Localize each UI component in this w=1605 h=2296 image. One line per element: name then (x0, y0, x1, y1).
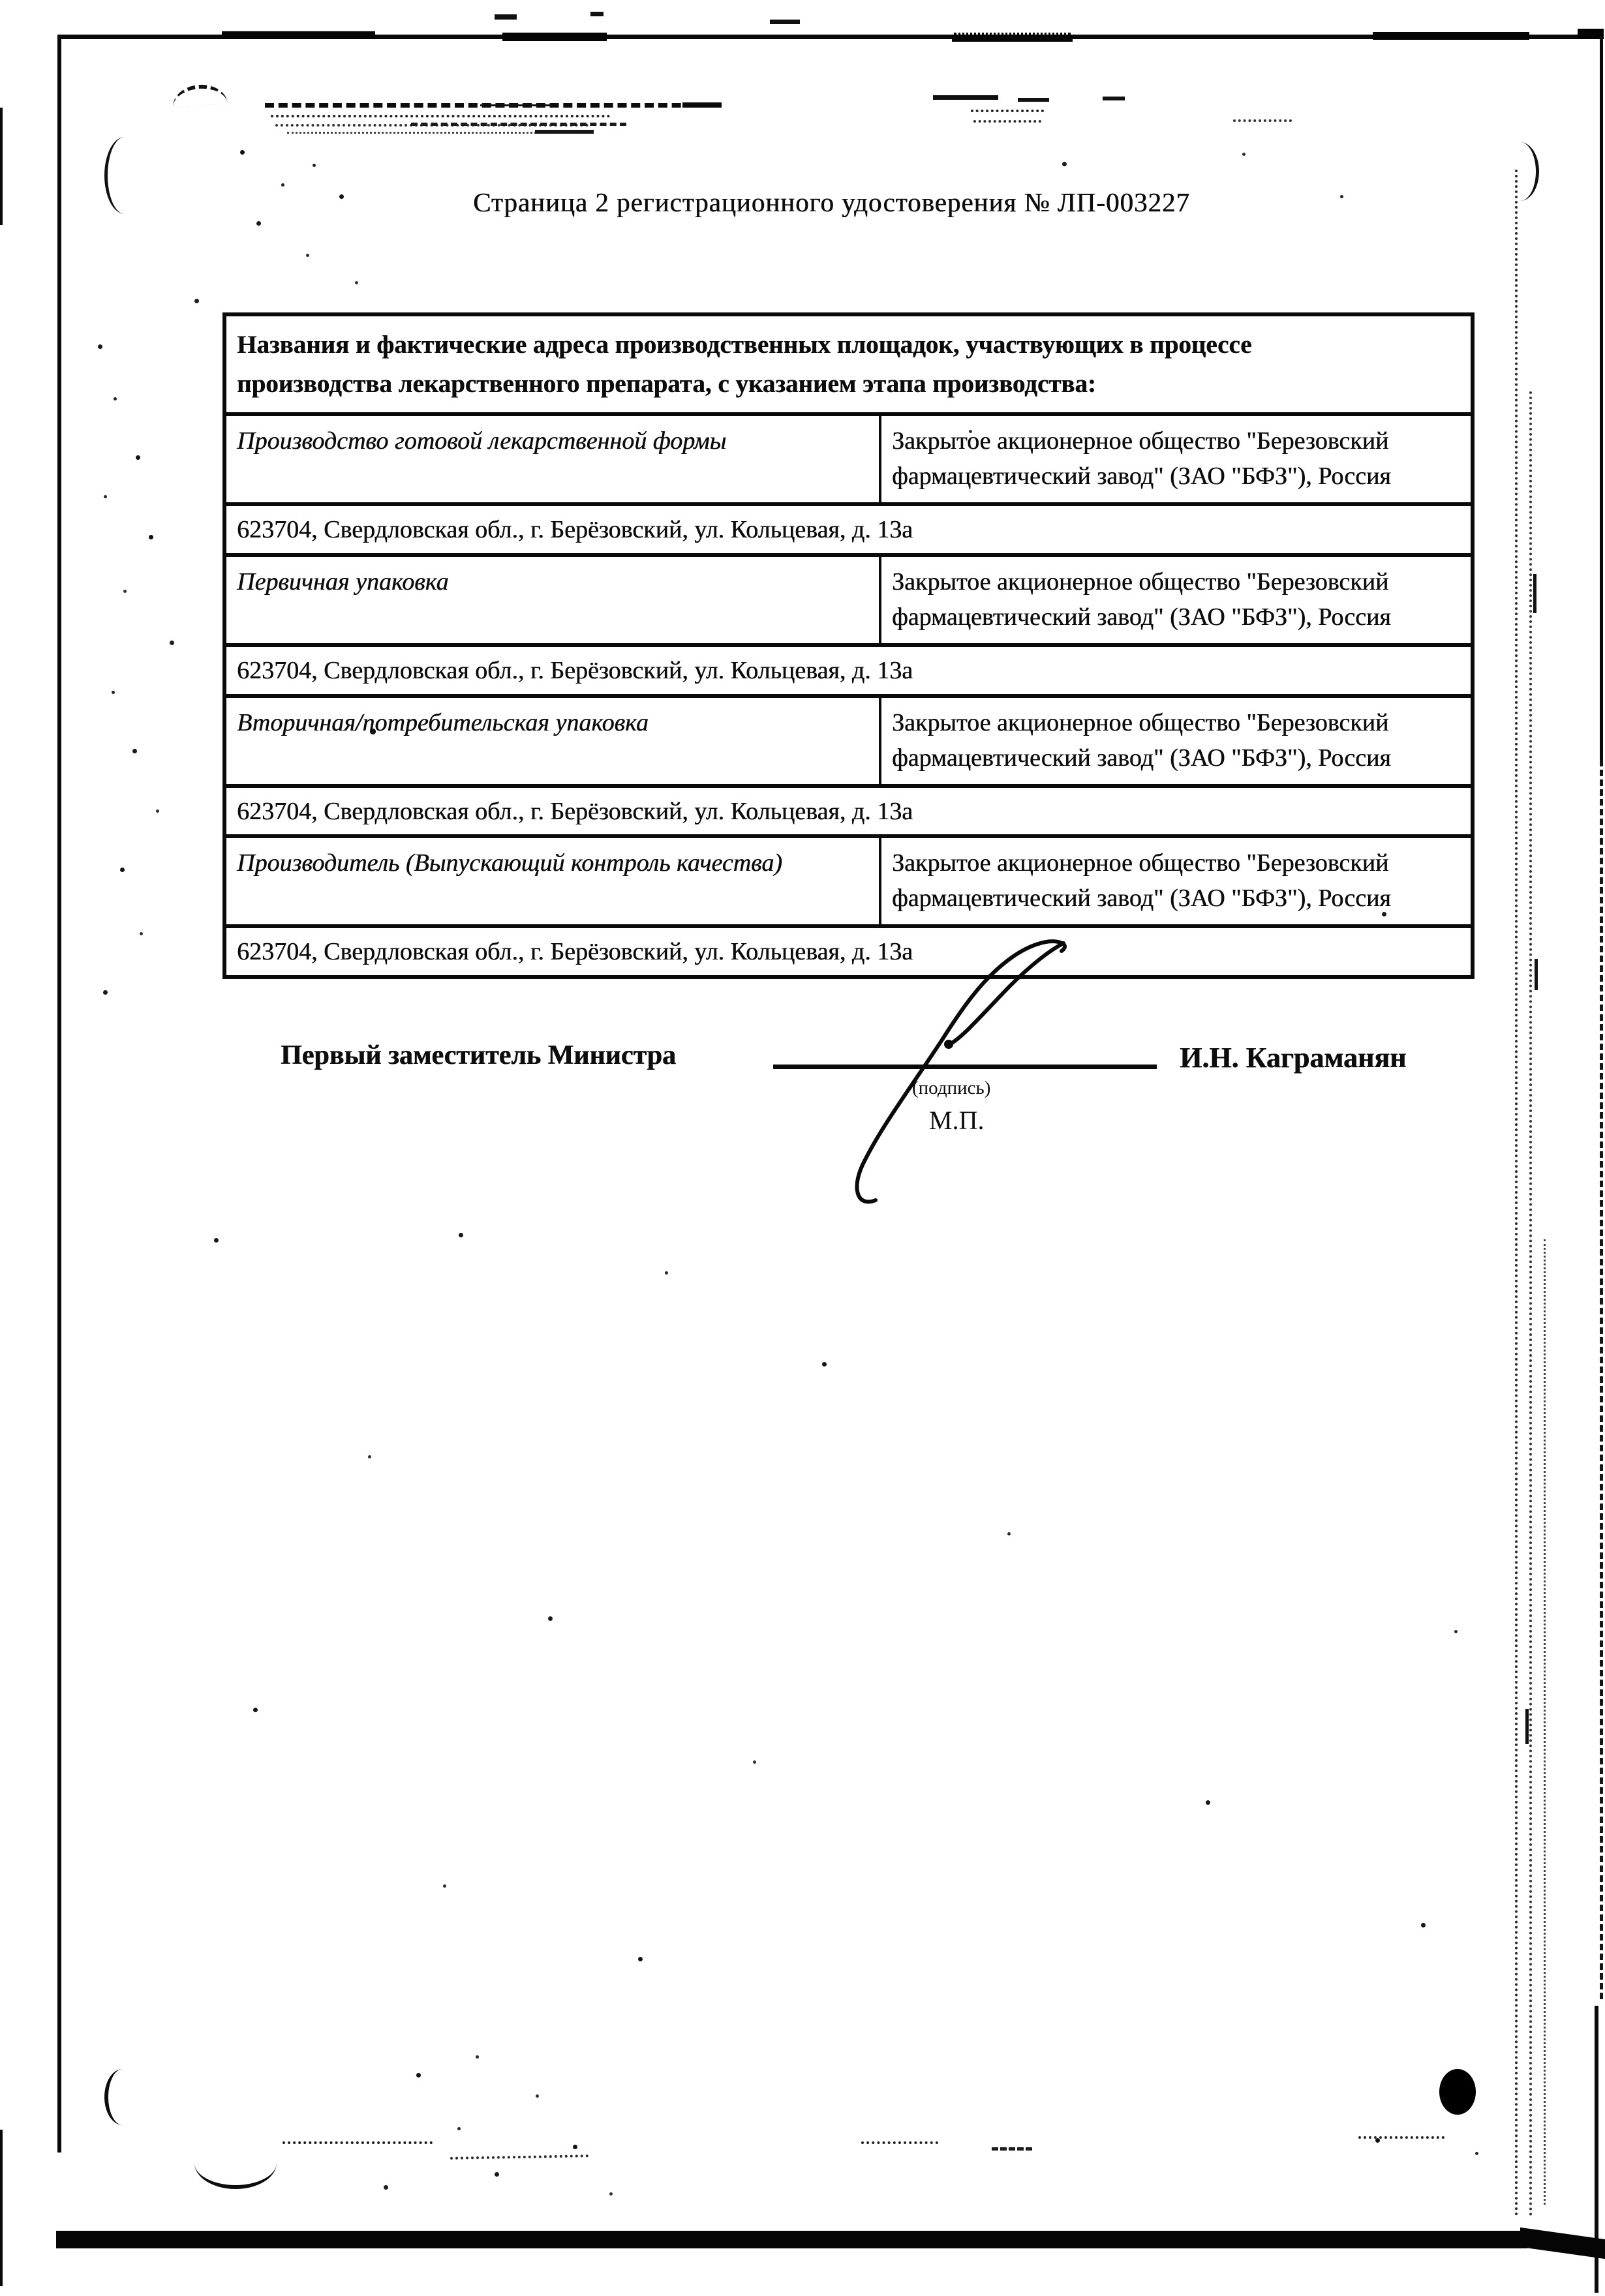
scan-noise-dashes (172, 83, 228, 108)
table-header-cell: Названия и фактические адреса производственных площадок, участвующих в процессе производства лекарственного препарата, с указанием этапа производства: (224, 314, 1473, 414)
scan-noise-dashes (480, 104, 552, 106)
stage-cell: Вторичная/потребительская упаковка (224, 696, 880, 786)
scan-noise-arc (104, 137, 125, 214)
scan-bottom-bar (56, 2231, 1527, 2248)
manufacturer-cell: Закрытое акционерное общество "Березовский фармацевтический завод" (ЗАО "БФЗ"), Россия (880, 555, 1473, 645)
scan-noise-border-segment (1373, 32, 1529, 40)
table-row-stage (224, 414, 1473, 504)
scan-noise-dashes (1018, 98, 1049, 102)
scan-noise-tick (590, 12, 604, 16)
scan-edge-mark (0, 2130, 3, 2286)
signatory-position-label: Первый заместитель Министра (281, 1040, 676, 1070)
scan-noise-segment (1525, 1709, 1529, 1744)
address-cell: 623704, Свердловская обл., г. Берёзовский, ул. Кольцевая, д. 13а (224, 926, 1473, 977)
page-frame-left (57, 36, 61, 2152)
scan-noise-border-segment (502, 33, 607, 41)
scan-speckles (0, 0, 2, 2)
scan-noise-arc (104, 2069, 123, 2125)
scan-noise-border-segment (952, 33, 1073, 42)
manufacturer-cell: Закрытое акционерное общество "Березовский фармацевтический завод" (ЗАО "БФЗ"), Россия (880, 836, 1473, 926)
stage-cell: Первичная упаковка (224, 555, 880, 645)
scan-noise-tick (495, 14, 517, 20)
scan-noise-column (1529, 391, 1532, 2218)
stage-cell: Производство готовой лекарственной формы (224, 414, 880, 504)
handwritten-signature (835, 900, 1109, 1226)
scan-noise-arc (194, 2163, 277, 2189)
table-row-address (224, 645, 1473, 696)
scan-noise-dots (861, 2141, 938, 2144)
scan-noise-dashes (411, 123, 626, 126)
address-cell: 623704, Свердловская обл., г. Берёзовский, ул. Кольцевая, д. 13а (224, 645, 1473, 696)
scan-noise-column (1544, 1239, 1546, 2205)
scan-bottom-bar-taper (1520, 2228, 1605, 2259)
scan-noise-column (1515, 170, 1518, 2218)
scan-noise-dots (450, 2154, 588, 2160)
scan-noise-dashes (1103, 97, 1125, 100)
scan-noise-dashes (992, 2147, 1032, 2151)
manufacturer-cell: Закрытое акционерное общество "Березовский фармацевтический завод" (ЗАО "БФЗ"), Россия (880, 696, 1473, 786)
scan-noise-dots (971, 110, 1044, 112)
page-frame-right-broken (1600, 760, 1603, 1999)
address-cell: 623704, Свердловская обл., г. Берёзовский, ул. Кольцевая, д. 13а (224, 786, 1473, 837)
scan-noise-segment (1535, 959, 1538, 990)
table-row-stage (224, 696, 1473, 786)
scan-noise-dashes (535, 130, 594, 134)
scan-noise-segment (1533, 574, 1536, 613)
scan-noise-dots (271, 115, 610, 117)
scan-noise-dots (283, 2141, 433, 2144)
scan-noise-tick (770, 20, 800, 24)
table-row-stage (224, 555, 1473, 645)
page-title: Страница 2 регистрационного удостоверения № ЛП-003227 (473, 187, 1190, 217)
seal-placeholder-label: М.П. (929, 1106, 985, 1135)
scan-noise-dashes (682, 102, 722, 108)
table-header-row (224, 314, 1473, 414)
scan-noise-dots (1358, 2136, 1444, 2139)
scan-noise-dashes (933, 95, 998, 100)
table-row-address (224, 504, 1473, 555)
scan-edge-mark (0, 108, 3, 225)
manufacturer-cell: Закрытое акционерное общество "Березовский фармацевтический завод" (ЗАО "БФЗ"), Россия (880, 414, 1473, 504)
address-cell: 623704, Свердловская обл., г. Берёзовский, ул. Кольцевая, д. 13а (224, 504, 1473, 555)
scan-noise-dots (973, 120, 1041, 123)
scan-noise-arc (1520, 142, 1539, 201)
production-sites-table (222, 312, 1475, 979)
punch-hole-dot (1439, 2069, 1476, 2115)
signatory-name: И.Н. Каграманян (1180, 1042, 1407, 1074)
scan-noise-dots (1233, 119, 1292, 122)
table-row-address (224, 786, 1473, 837)
scan-noise-border-segment (222, 31, 375, 39)
signature-caption: (подпись) (912, 1078, 991, 1098)
page-frame-right (1600, 36, 1603, 760)
stage-cell: Производитель (Выпускающий контроль качества) (224, 836, 880, 926)
